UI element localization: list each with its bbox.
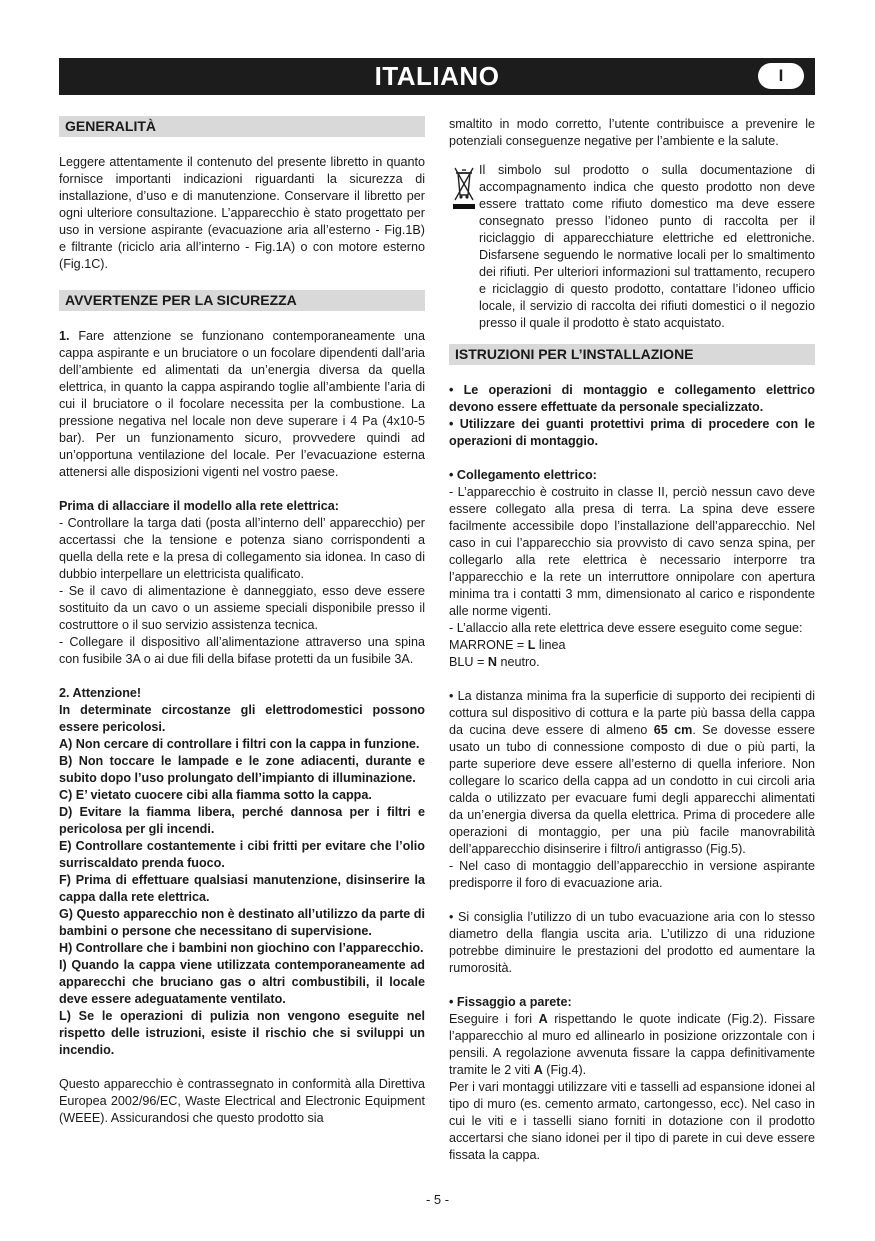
paragraph-number: 1. [59,329,70,343]
distanza-text [449,688,815,858]
attenzione-item: I) Quando la cappa viene utilizzata contemporaneamente ad apparecchi che bruciano gas o altri combustibili, il locale deve essere adeguatamente ventilato. [59,958,425,1006]
section-title-avvertenze: AVVERTENZE PER LA SICUREZZA [59,290,425,311]
fissaggio-part: (Fig.4). [542,1063,587,1077]
section-title-istruzioni: ISTRUZIONI PER L’INSTALLAZIONE [449,344,815,365]
paragraph-text: Fare attenzione se funzionano contemporaneamente una cappa aspirante e un bruciatore o un focolare dipendenti dall’aria dell’ambiente ed alimentati da un’energia diversa da quella elettrica, in quanto la cappa aspirando toglie all’ambiente l’aria di cui il bruciatore o il focolare necessita per la combustione. La pressione negativa nel locale non deve superare i 4 Pa (4x10-5 bar). Per un funzionamento sicuro, provvedere quindi ad un’opportuna ventilazione del locale. Per l’evacuazione esterna attenersi alle disposizioni vigenti nel vostro paese. [59,329,425,479]
fissaggio-ref: A [538,1012,548,1026]
montaggi-text: Per i vari montaggi utilizzare viti e tasselli ad espansione idonei al tipo di muro (es. cemento armato, cartongesso, ecc). Nel caso in cui le viti e i tasselli siano forniti in dotazione con il prodotto accertarsi che siano idonei per il tipo di parete in cui deve essere fissata la cappa. [449,1080,815,1162]
fissaggio-text [449,1011,815,1079]
allaccio-text: - L’allaccio alla rete elettrica deve essere eseguito come segue: [449,621,803,635]
wire-desc: linea [535,638,566,652]
attenzione-item: B) Non toccare le lampade e le zone adiacenti, durante e subito dopo l’uso prolungato dell’impianto di illuminazione. [59,754,425,785]
language-header [59,58,815,95]
wire-blue [449,654,815,671]
crossed-bin-icon [449,162,479,212]
aspirante-text: - Nel caso di montaggio dell’apparecchio in versione aspirante predisporre il foro di evacuazione aria. [449,859,815,890]
language-badge: I [758,63,804,89]
attenzione-item: C) E’ vietato cuocere cibi alla fiamma sotto la cappa. [59,788,372,802]
wire-label: MARRONE = [449,638,528,652]
weee-continuation: smaltito in modo corretto, l’utente contribuisce a prevenire le potenziali conseguenze negative per l’ambiente e la salute. [449,117,815,148]
attenzione-intro: In determinate circostanze gli elettrodomestici possono essere pericolosi. [59,703,425,734]
collegamento-title: • Collegamento elettrico: [449,468,597,482]
left-column [59,116,425,1127]
fissaggio-ref: A [533,1063,543,1077]
wire-brown [449,637,815,654]
attenzione-item: D) Evitare la fiamma libera, perché dannosa per i filtri e pericolosa per gli incendi. [59,805,425,836]
installation-warning-2: • Utilizzare dei guanti protettivi prima di procedere con le operazioni di montaggio. [449,417,815,448]
weee-symbol-text: Il simbolo sul prodotto o sulla documentazione di accompagnamento indica che questo prodotto non deve essere trattato come rifiuto domestico ma deve essere consegnato presso l’idoneo punto di raccolta per il riciclaggio di apparecchiature elettriche ed elettroniche. Disfarsene seguendo le normative locali per lo smaltimento dei rifiuti. Per ulteriori informazioni sul trattamento, recupero e riciclaggio di questo prodotto, contattare l’idoneo ufficio locale, il servizio di raccolta dei rifiuti domestici o il negozio presso il quale il prodotto è stato acquistato. [479,163,815,330]
fissaggio-part: Eseguire i fori [449,1012,539,1026]
distanza-value: 65 cm [653,723,693,737]
attenzione-item: E) Controllare costantemente i cibi fritti per evitare che l’olio surriscaldato prenda fuoco. [59,839,425,870]
attenzione-item: L) Se le operazioni di pulizia non vengono eseguite nel rispetto delle istruzioni, esiste il rischio che si sviluppi un incendio. [59,1009,425,1057]
prima-allacciare-title: Prima di allacciare il modello alla rete elettrica: [59,499,339,513]
wire-desc: neutro. [496,655,540,669]
distanza-part: • La distanza minima fra la superficie di supporto dei recipienti di cottura sul dispositivo di cottura e la parte più bassa della cappa da cucina deve essere di almeno [449,689,815,737]
tubo-text: • Si consiglia l’utilizzo di un tubo evacuazione aria con lo stesso diametro della flangia uscita aria. L’utilizzo di una riduzione potrebbe diminuire le prestazioni del prodotto ed aumentare la rumorosità. [449,910,815,975]
avvertenze-paragraph-1 [59,328,425,481]
header-title: ITALIANO [374,61,500,91]
attenzione-title: 2. Attenzione! [59,686,142,700]
weee-intro: Questo apparecchio è contrassegnato in conformità alla Direttiva Europea 2002/96/EC, Waste Electrical and Electronic Equipment (WEEE). Assicurandosi che questo prodotto sia [59,1077,425,1125]
prima-item: - Se il cavo di alimentazione è danneggiato, esso deve essere sostituito da un cavo o un assieme speciali disponibile presso il costruttore o il suo servizio assistenza tecnica. [59,584,425,632]
prima-item: - Collegare il dispositivo all’alimentazione attraverso una spina con fusibile 3A o ai due fili della bifase protetti da un fusibile 3A. [59,635,425,666]
attenzione-item: F) Prima di effettuare qualsiasi manutenzione, disinserire la cappa dalla rete elettrica. [59,873,425,904]
attenzione-item: A) Non cercare di controllare i filtri con la cappa in funzione. [59,737,420,751]
generalita-text: Leggere attentamente il contenuto del presente libretto in quanto fornisce importanti indicazioni riguardanti la sicurezza di installazione, d’uso e di manutenzione. Conservare il libretto per ogni ulteriore consultazione. L’apparecchio è stato progettato per uso in versione aspirante (evacuazione aria all’esterno - Fig.1B) e filtrante (riciclo aria all’interno - Fig.1A) o con motore esterno (Fig.1C). [59,155,425,271]
installation-warning-1: • Le operazioni di montaggio e collegamento elettrico devono essere effettuate da personale specializzato. [449,383,815,414]
wire-label: BLU = [449,655,488,669]
weee-block [449,162,815,332]
attenzione-item: G) Questo apparecchio non è destinato all’utilizzo da parte di bambini o persone che necessitano di supervisione. [59,907,425,938]
collegamento-text: - L’apparecchio è costruito in classe II, perciò nessun cavo deve essere collegato alla presa di terra. La spina deve essere facilmente accessibile dopo l’installazione dell’apparecchio. Nel caso in cui l’apparecchio sia provvisto di cavo senza spina, per collegarlo alla rete elettrica è necessario interporre tra l’apparecchio e la rete un interruttore onnipolare con apertura minima tra i contatti 3 mm, dimensionato al carico e rispondente alle norme vigenti. [449,485,815,618]
attenzione-item: H) Controllare che i bambini non giochino con l’apparecchio. [59,941,424,955]
distanza-part: . Se dovesse essere usato un tubo di connessione composto di due o più parti, la parte superiore deve essere all’esterno di quella inferiore. Non collegare lo scarico della cappa ad un condotto in cui circoli aria calda o utilizzato per evacuare fumi degli apparecchi alimentati da un’energia diversa da quella elettrica. Prima di procedere alle operazioni di montaggio, per una più facile manovrabilità dell’apparecchio disinserire i filtro/i antigrasso (Fig.5). [449,723,815,856]
fissaggio-title: • Fissaggio a parete: [449,995,572,1009]
right-column [449,116,815,1164]
wire-letter: N [487,655,497,669]
wire-letter: L [527,638,536,652]
fissaggio-part: rispettando le quote indicate (Fig.2). Fissare l’apparecchio al muro ed allinearlo in posizione orizzontale con i pensili. A regolazione avvenuta fissare la cappa definitivamente tramite le 2 viti [449,1012,815,1077]
section-title-generalita: GENERALITÀ [59,116,425,137]
prima-item: - Controllare la targa dati (posta all’interno dell’ apparecchio) per accertassi che la tensione e potenza siano corrispondenti a quella della rete e la presa di collegamento sia idonea. In caso di dubbio interpellare un elettricista qualificato. [59,516,425,581]
page-number: - 5 - [425,1192,450,1207]
